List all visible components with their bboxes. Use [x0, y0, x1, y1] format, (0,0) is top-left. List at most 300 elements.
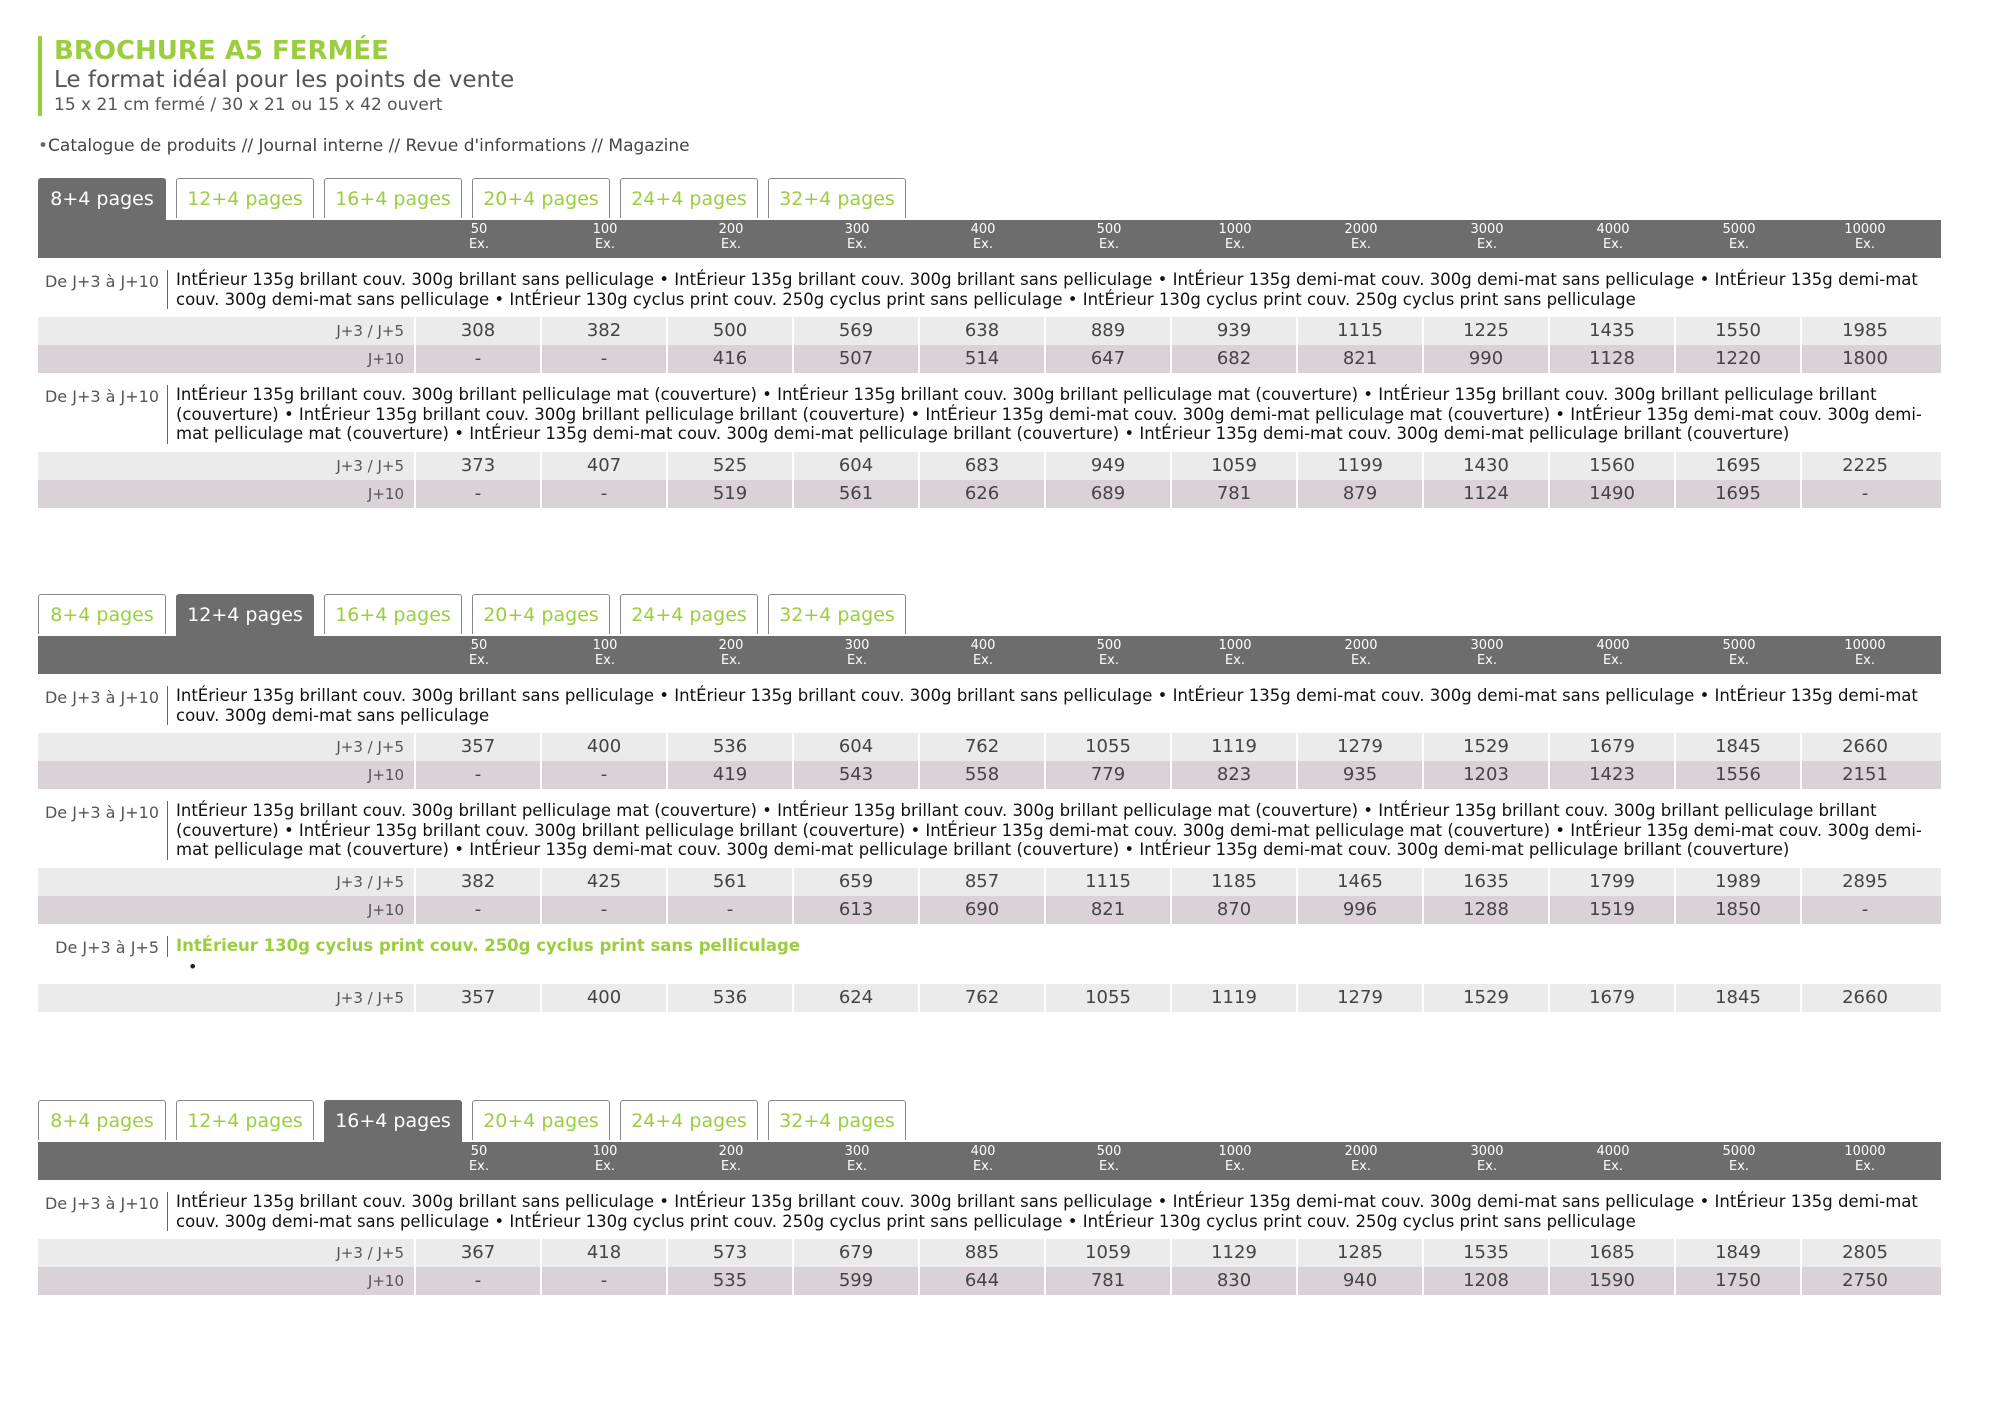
price-cell: 690 [920, 896, 1046, 924]
tab-8-4pages[interactable]: 8+4 pages [38, 178, 166, 220]
quantity-unit: Ex. [468, 653, 490, 668]
price-cell: - [416, 761, 542, 789]
price-cell: 1423 [1550, 761, 1676, 789]
quantity-label [668, 222, 794, 252]
quantity-label [920, 638, 1046, 668]
price-cell: - [542, 1267, 668, 1295]
price-cell: 996 [1298, 896, 1424, 924]
price-cell: 2895 [1842, 870, 1888, 892]
price-cell: 1635 [1424, 868, 1550, 896]
price-cell: 308 [416, 317, 542, 345]
quantity-header [38, 636, 1941, 674]
price-cell: 500 [668, 317, 794, 345]
page-title: BROCHURE A5 FERMÉE [54, 36, 389, 66]
quantity-unit: Ex. [1854, 1159, 1876, 1174]
price-row [38, 733, 1941, 761]
quantity-label [542, 222, 668, 252]
quantity-value: 200 [718, 222, 744, 237]
price-cell: - [668, 896, 794, 924]
quantity-value: 100 [592, 638, 618, 653]
price-cell: 1128 [1550, 345, 1676, 373]
price-cell: 1055 [1046, 733, 1172, 761]
price-cell: 1550 [1676, 317, 1802, 345]
price-cell: 1535 [1424, 1239, 1550, 1267]
paper-option-description: IntÉrieur 135g brillant couv. 300g brillant sans pelliculage • IntÉrieur 135g brillant couv. 300g brillant sans pelliculage • IntÉrieur 135g demi-mat couv. 300g demi-mat sans pelliculage • IntÉrieur 135g demi-mat couv. 300g demi-mat sans pelliculage [176, 686, 1918, 725]
quantity-label [416, 638, 542, 668]
price-cell: 382 [542, 317, 668, 345]
format-dimensions: 15 x 21 cm fermé / 30 x 21 ou 15 x 42 ouvert [54, 95, 443, 115]
paper-option-description: IntÉrieur 130g cyclus print couv. 250g cyclus print sans pelliculage [176, 935, 801, 955]
price-cell: 2151 [1842, 764, 1888, 785]
quantity-unit: Ex. [1350, 237, 1372, 252]
tab-20-4pages[interactable]: 20+4 pages [472, 1100, 610, 1140]
tab-12-4pages[interactable]: 12+4 pages [176, 1100, 314, 1140]
paper-option-header [38, 686, 1941, 725]
tab-16-4pages[interactable]: 16+4 pages [324, 594, 462, 634]
price-cell: 2660 [1842, 986, 1888, 1008]
quantity-label [1424, 222, 1550, 252]
quantity-value: 200 [718, 1144, 744, 1159]
quantity-value: 100 [592, 1144, 618, 1159]
tab-24-4pages[interactable]: 24+4 pages [620, 1100, 758, 1140]
price-cell: 679 [794, 1239, 920, 1267]
paper-option-group [38, 801, 1941, 924]
price-cell: 1435 [1550, 317, 1676, 345]
quantity-unit: Ex. [720, 653, 742, 668]
paper-option-description: IntÉrieur 135g brillant couv. 300g brillant sans pelliculage • IntÉrieur 135g brillant couv. 300g brillant sans pelliculage • IntÉrieur 135g demi-mat couv. 300g demi-mat sans pelliculage • IntÉrieur 135g demi-mat couv. 300g demi-mat sans pelliculage • IntÉrieur 130g cyclus print couv. 250g cyclus print sans pelliculage • IntÉrieur 130g cyclus print couv. 250g cyclus print sans pelliculage [176, 270, 1918, 309]
quantity-value: 300 [844, 1144, 870, 1159]
price-cell: 830 [1172, 1267, 1298, 1295]
price-cell: 1590 [1550, 1267, 1676, 1295]
price-cell: 1695 [1676, 452, 1802, 480]
page-count-tabs [38, 1100, 1941, 1142]
price-cell: 425 [542, 868, 668, 896]
price-cell: 519 [668, 480, 794, 508]
price-cell: 779 [1046, 761, 1172, 789]
price-cell: 1679 [1550, 733, 1676, 761]
quantity-label [1550, 1144, 1676, 1174]
quantity-unit: Ex. [1350, 1159, 1372, 1174]
price-cell: 419 [668, 761, 794, 789]
quantity-value: 10000 [1844, 1144, 1886, 1159]
price-cell: 535 [668, 1267, 794, 1295]
price-cell: 373 [416, 452, 542, 480]
delivery-range-label: De J+3 à J+10 [38, 385, 168, 444]
delivery-time-label: J+10 [38, 896, 416, 924]
price-cell: 2750 [1842, 1270, 1888, 1291]
quantity-value: 3000 [1470, 222, 1504, 237]
price-cell: 357 [416, 733, 542, 761]
category-text: Catalogue de produits // Journal interne // Revue d'informations // Magazine [48, 136, 690, 156]
quantity-value: 5000 [1722, 638, 1756, 653]
quantity-label [1802, 638, 1928, 668]
price-cell: 889 [1046, 317, 1172, 345]
quantity-label [1424, 638, 1550, 668]
tab-32-4pages[interactable]: 32+4 pages [768, 1100, 906, 1140]
page-count-tabs [38, 178, 1941, 220]
quantity-label [1046, 222, 1172, 252]
quantity-label [1802, 1144, 1928, 1174]
tab-8-4pages[interactable]: 8+4 pages [38, 594, 166, 634]
price-cell: 561 [668, 868, 794, 896]
price-cell: 624 [794, 984, 920, 1012]
price-cell: 604 [794, 733, 920, 761]
quantity-value: 5000 [1722, 222, 1756, 237]
quantity-value: 400 [970, 222, 996, 237]
quantity-value: 300 [844, 638, 870, 653]
price-cell: 682 [1172, 345, 1298, 373]
delivery-range-label: De J+3 à J+5 [38, 936, 168, 957]
price-cell: 2660 [1842, 736, 1888, 757]
quantity-label [416, 1144, 542, 1174]
quantity-label [668, 638, 794, 668]
quantity-value: 5000 [1722, 1144, 1756, 1159]
delivery-range-label: De J+3 à J+10 [38, 1192, 168, 1231]
price-cell: 1220 [1676, 345, 1802, 373]
price-cell: 1519 [1550, 896, 1676, 924]
price-cell: 2805 [1842, 1242, 1888, 1263]
paper-option-group [38, 936, 1941, 1012]
tab-8-4pages[interactable]: 8+4 pages [38, 1100, 166, 1140]
paper-option-header [38, 270, 1941, 309]
price-cell: 1279 [1298, 733, 1424, 761]
tab-32-4pages[interactable]: 32+4 pages [768, 178, 906, 218]
quantity-label [542, 638, 668, 668]
price-cell: 573 [668, 1239, 794, 1267]
quantity-value: 50 [470, 638, 488, 653]
price-cell: 1679 [1550, 984, 1676, 1012]
price-cell: 823 [1172, 761, 1298, 789]
quantity-header [38, 1142, 1941, 1180]
price-row [38, 452, 1941, 480]
quantity-label [1550, 638, 1676, 668]
quantity-value: 100 [592, 222, 618, 237]
price-cell: 935 [1298, 761, 1424, 789]
quantity-unit: Ex. [846, 237, 868, 252]
price-cell: 626 [920, 480, 1046, 508]
price-cell: 689 [1046, 480, 1172, 508]
delivery-range-label: De J+3 à J+10 [38, 801, 168, 860]
delivery-time-label: J+3 / J+5 [38, 868, 416, 896]
price-cell: 821 [1298, 345, 1424, 373]
price-cell: 1115 [1298, 317, 1424, 345]
price-cell: 1430 [1424, 452, 1550, 480]
delivery-time-label: J+10 [38, 1267, 416, 1295]
price-cell: 1115 [1046, 868, 1172, 896]
price-row [38, 1267, 1941, 1295]
quantity-label [1172, 222, 1298, 252]
price-cell: 1556 [1676, 761, 1802, 789]
quantity-unit: Ex. [846, 653, 868, 668]
quantity-value: 4000 [1596, 638, 1630, 653]
price-cell: 1529 [1424, 733, 1550, 761]
price-cell: 543 [794, 761, 920, 789]
quantity-value: 500 [1096, 222, 1122, 237]
quantity-label [1676, 222, 1802, 252]
quantity-value: 10000 [1844, 638, 1886, 653]
quantity-unit: Ex. [1476, 653, 1498, 668]
quantity-label [1298, 638, 1424, 668]
price-cell: 1490 [1550, 480, 1676, 508]
quantity-label [542, 1144, 668, 1174]
price-cell: 407 [542, 452, 668, 480]
price-cell: 2225 [1842, 454, 1888, 476]
delivery-time-label: J+3 / J+5 [38, 984, 416, 1012]
quantity-unit: Ex. [1854, 237, 1876, 252]
tab-12-4pages[interactable]: 12+4 pages [176, 594, 314, 636]
price-cell: 857 [920, 868, 1046, 896]
quantity-unit: Ex. [1098, 237, 1120, 252]
price-cell: - [542, 761, 668, 789]
quantity-value: 400 [970, 638, 996, 653]
quantity-unit: Ex. [1476, 237, 1498, 252]
price-row [38, 896, 1941, 924]
price-cell: 1059 [1046, 1239, 1172, 1267]
price-cell: 1989 [1676, 868, 1802, 896]
price-cell: 1055 [1046, 984, 1172, 1012]
paper-option-description: IntÉrieur 135g brillant couv. 300g brillant pelliculage mat (couverture) • IntÉrieur 135g brillant couv. 300g brillant pelliculage mat (couverture) • IntÉrieur 135g brillant couv. 300g brillant pelliculage brillant (couverture) • IntÉrieur 135g brillant couv. 300g brillant pelliculage brillant (couverture) • IntÉrieur 135g demi-mat couv. 300g demi-mat pelliculage mat (couverture) • IntÉrieur 135g demi-mat couv. 300g demi-mat pelliculage mat (couverture) • IntÉrieur 135g demi-mat couv. 300g demi-mat pelliculage brillant (couverture) • IntÉrieur 135g demi-mat couv. 300g demi-mat pelliculage brillant (couverture) [176, 385, 1922, 443]
quantity-label [1676, 1144, 1802, 1174]
quantity-unit: Ex. [720, 237, 742, 252]
price-cell: 638 [920, 317, 1046, 345]
price-cell: - [1861, 482, 1869, 504]
quantity-value: 300 [844, 222, 870, 237]
quantity-unit: Ex. [1476, 1159, 1498, 1174]
page-subtitle: Le format idéal pour les points de vente [54, 67, 515, 93]
bullet-icon: • [188, 956, 198, 976]
price-row [38, 868, 1941, 896]
tab-20-4pages[interactable]: 20+4 pages [472, 178, 610, 218]
quantity-label [1172, 1144, 1298, 1174]
quantity-unit: Ex. [594, 237, 616, 252]
delivery-time-label: J+3 / J+5 [38, 452, 416, 480]
delivery-time-label: J+10 [38, 761, 416, 789]
quantity-unit: Ex. [1728, 653, 1750, 668]
price-cell: 1799 [1550, 868, 1676, 896]
tab-24-4pages[interactable]: 24+4 pages [620, 178, 758, 218]
page-count-tabs [38, 594, 1941, 636]
price-cell: 382 [416, 868, 542, 896]
price-cell: 1849 [1676, 1239, 1802, 1267]
delivery-time-label: J+3 / J+5 [38, 317, 416, 345]
paper-option-header [38, 936, 1941, 957]
tab-20-4pages[interactable]: 20+4 pages [472, 594, 610, 634]
quantity-unit: Ex. [972, 653, 994, 668]
price-cell: 1529 [1424, 984, 1550, 1012]
price-cell: 821 [1046, 896, 1172, 924]
price-cell: 536 [668, 733, 794, 761]
quantity-value: 2000 [1344, 638, 1378, 653]
bullet-icon: • [38, 136, 49, 156]
price-cell: 647 [1046, 345, 1172, 373]
quantity-value: 4000 [1596, 222, 1630, 237]
delivery-time-label: J+10 [38, 345, 416, 373]
price-cell: 1285 [1298, 1239, 1424, 1267]
quantity-label [1802, 222, 1928, 252]
quantity-label [794, 1144, 920, 1174]
price-section [38, 1100, 1941, 1295]
quantity-label [794, 222, 920, 252]
quantity-unit: Ex. [720, 1159, 742, 1174]
delivery-time-label: J+3 / J+5 [38, 1239, 416, 1267]
quantity-value: 2000 [1344, 1144, 1378, 1159]
quantity-value: 500 [1096, 1144, 1122, 1159]
quantity-unit: Ex. [468, 237, 490, 252]
tab-16-4pages[interactable]: 16+4 pages [324, 178, 462, 218]
price-cell: 558 [920, 761, 1046, 789]
price-cell: 418 [542, 1239, 668, 1267]
quantity-label [920, 222, 1046, 252]
quantity-unit: Ex. [1350, 653, 1372, 668]
quantity-value: 10000 [1844, 222, 1886, 237]
quantity-label [1298, 1144, 1424, 1174]
paper-option-group [38, 270, 1941, 373]
tab-12-4pages[interactable]: 12+4 pages [176, 178, 314, 218]
quantity-value: 3000 [1470, 638, 1504, 653]
price-cell: 367 [416, 1239, 542, 1267]
price-cell: 604 [794, 452, 920, 480]
quantity-label [1046, 1144, 1172, 1174]
paper-option-description: IntÉrieur 135g brillant couv. 300g brillant sans pelliculage • IntÉrieur 135g brillant couv. 300g brillant sans pelliculage • IntÉrieur 135g demi-mat couv. 300g demi-mat sans pelliculage • IntÉrieur 135g demi-mat couv. 300g demi-mat sans pelliculage • IntÉrieur 130g cyclus print couv. 250g cyclus print sans pelliculage • IntÉrieur 130g cyclus print couv. 250g cyclus print sans pelliculage [176, 1192, 1918, 1231]
tab-24-4pages[interactable]: 24+4 pages [620, 594, 758, 634]
price-cell: 939 [1172, 317, 1298, 345]
price-cell: 525 [668, 452, 794, 480]
price-cell: 1845 [1676, 733, 1802, 761]
price-cell: 940 [1298, 1267, 1424, 1295]
quantity-label [1298, 222, 1424, 252]
price-cell: 870 [1172, 896, 1298, 924]
price-cell: - [542, 345, 668, 373]
tab-32-4pages[interactable]: 32+4 pages [768, 594, 906, 634]
price-cell: 561 [794, 480, 920, 508]
quantity-value: 500 [1096, 638, 1122, 653]
price-cell: 613 [794, 896, 920, 924]
quantity-label [1550, 222, 1676, 252]
quantity-value: 200 [718, 638, 744, 653]
price-cell: 416 [668, 345, 794, 373]
price-row [38, 345, 1941, 373]
price-cell: 949 [1046, 452, 1172, 480]
price-row [38, 317, 1941, 345]
quantity-unit: Ex. [594, 1159, 616, 1174]
price-cell: 599 [794, 1267, 920, 1295]
price-cell: - [416, 480, 542, 508]
quantity-unit: Ex. [1224, 1159, 1246, 1174]
price-cell: - [416, 345, 542, 373]
price-cell: 1800 [1842, 348, 1888, 369]
quantity-value: 3000 [1470, 1144, 1504, 1159]
price-cell: 1119 [1172, 733, 1298, 761]
quantity-header [38, 220, 1941, 258]
price-cell: 1203 [1424, 761, 1550, 789]
price-row [38, 1239, 1941, 1267]
price-cell: 781 [1172, 480, 1298, 508]
quantity-label [1424, 1144, 1550, 1174]
price-cell: - [416, 896, 542, 924]
quantity-value: 50 [470, 1144, 488, 1159]
price-cell: 536 [668, 984, 794, 1012]
quantity-unit: Ex. [846, 1159, 868, 1174]
quantity-unit: Ex. [1098, 653, 1120, 668]
quantity-unit: Ex. [1098, 1159, 1120, 1174]
quantity-label [416, 222, 542, 252]
delivery-range-label: De J+3 à J+10 [38, 686, 168, 725]
quantity-value: 1000 [1218, 222, 1252, 237]
price-cell: 683 [920, 452, 1046, 480]
price-cell: 1288 [1424, 896, 1550, 924]
quantity-value: 400 [970, 1144, 996, 1159]
paper-option-description: IntÉrieur 135g brillant couv. 300g brillant pelliculage mat (couverture) • IntÉrieur 135g brillant couv. 300g brillant pelliculage mat (couverture) • IntÉrieur 135g brillant couv. 300g brillant pelliculage brillant (couverture) • IntÉrieur 135g brillant couv. 300g brillant pelliculage brillant (couverture) • IntÉrieur 135g demi-mat couv. 300g demi-mat pelliculage mat (couverture) • IntÉrieur 135g demi-mat couv. 300g demi-mat pelliculage mat (couverture) • IntÉrieur 135g demi-mat couv. 300g demi-mat pelliculage brillant (couverture) • IntÉrieur 135g demi-mat couv. 300g demi-mat pelliculage brillant (couverture) [176, 801, 1922, 859]
price-cell: 1124 [1424, 480, 1550, 508]
quantity-unit: Ex. [1854, 653, 1876, 668]
price-cell: 781 [1046, 1267, 1172, 1295]
price-cell: 659 [794, 868, 920, 896]
quantity-unit: Ex. [1728, 1159, 1750, 1174]
price-cell: 1059 [1172, 452, 1298, 480]
price-cell: 507 [794, 345, 920, 373]
quantity-label [1676, 638, 1802, 668]
price-cell: 1560 [1550, 452, 1676, 480]
quantity-unit: Ex. [1728, 237, 1750, 252]
quantity-value: 2000 [1344, 222, 1378, 237]
price-cell: 1225 [1424, 317, 1550, 345]
price-cell: 357 [416, 984, 542, 1012]
price-cell: 762 [920, 984, 1046, 1012]
quantity-label [1172, 638, 1298, 668]
paper-option-group [38, 1192, 1941, 1295]
tab-16-4pages[interactable]: 16+4 pages [324, 1100, 462, 1142]
price-cell: 1845 [1676, 984, 1802, 1012]
price-cell: 514 [920, 345, 1046, 373]
page-header [38, 36, 514, 116]
price-cell: 1850 [1676, 896, 1802, 924]
delivery-time-label: J+3 / J+5 [38, 733, 416, 761]
price-cell: 1208 [1424, 1267, 1550, 1295]
price-cell: 1695 [1676, 480, 1802, 508]
price-cell: 569 [794, 317, 920, 345]
paper-option-header [38, 385, 1941, 444]
price-section [38, 178, 1941, 508]
quantity-unit: Ex. [1224, 237, 1246, 252]
price-cell: 1465 [1298, 868, 1424, 896]
price-cell: - [416, 1267, 542, 1295]
price-cell: 1199 [1298, 452, 1424, 480]
paper-option-group [38, 385, 1941, 508]
price-cell: 879 [1298, 480, 1424, 508]
price-cell: 1985 [1842, 320, 1888, 341]
price-section [38, 594, 1941, 1012]
quantity-label [668, 1144, 794, 1174]
quantity-label [920, 1144, 1046, 1174]
delivery-range-label: De J+3 à J+10 [38, 270, 168, 309]
quantity-unit: Ex. [1224, 653, 1246, 668]
paper-option-group [38, 686, 1941, 789]
quantity-label [794, 638, 920, 668]
price-cell: 1685 [1550, 1239, 1676, 1267]
paper-option-header [38, 801, 1941, 860]
price-cell: - [542, 480, 668, 508]
category-list [38, 136, 690, 156]
price-cell: - [1861, 898, 1869, 920]
quantity-unit: Ex. [1602, 653, 1624, 668]
price-cell: 990 [1424, 345, 1550, 373]
delivery-time-label: J+10 [38, 480, 416, 508]
price-cell: 1185 [1172, 868, 1298, 896]
quantity-unit: Ex. [594, 653, 616, 668]
quantity-value: 1000 [1218, 638, 1252, 653]
price-cell: - [542, 896, 668, 924]
price-row [38, 761, 1941, 789]
